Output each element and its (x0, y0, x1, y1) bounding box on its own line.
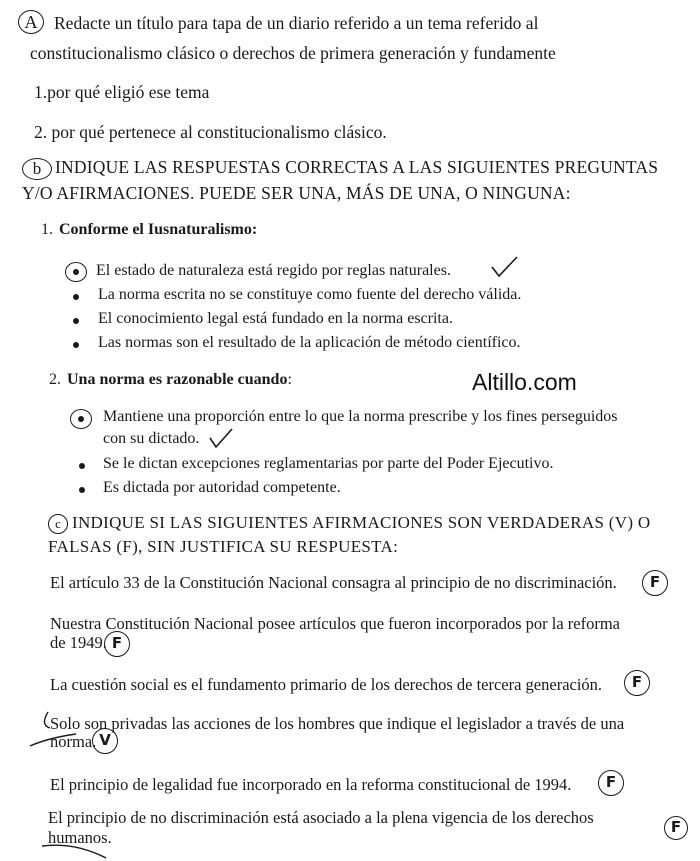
statement-4-line2: norma. (50, 732, 97, 751)
q1-option-2: La norma escrita no se constituye como fuente del derecho válida. (98, 286, 522, 303)
section-a-question-1: 1.por qué eligió ese tema (34, 82, 210, 102)
answer-mark: F (642, 570, 668, 596)
q2-option-1-continuation: con su dictado. (103, 430, 200, 447)
selected-option-ring (65, 262, 87, 282)
q1-option-1: El estado de naturaleza está regido por reglas naturales. (96, 262, 451, 279)
answer-mark: V (92, 728, 118, 754)
question-2-colon: : (287, 371, 292, 388)
answer-mark: F (598, 770, 624, 796)
hand-stroke (28, 710, 78, 750)
section-c-heading-line2: FALSAS (F), SIN JUSTIFICA SU RESPUESTA: (48, 537, 399, 556)
question-2-title-text: Una norma es razonable cuando (67, 371, 288, 388)
question-2-title (67, 371, 292, 389)
statement-2-line2: de 1949. (50, 633, 107, 652)
statement-6-line2: humanos. (48, 828, 112, 847)
checkmark-icon (490, 255, 520, 279)
checkmark-icon (208, 427, 234, 449)
statement-5: El principio de legalidad fue incorporado en la reforma constitucional de 1994. (50, 775, 572, 794)
answer-mark: F (624, 670, 650, 696)
q2-option-1: Mantiene una proporción entre lo que la norma prescribe y los fines perseguidos (103, 408, 618, 425)
question-2-number: 2. (49, 371, 61, 388)
section-b-label: b (22, 158, 52, 180)
statement-6-line1: El principio de no discriminación está asociado a la plena vigencia de los derechos (48, 808, 594, 827)
q1-option-3: El conocimiento legal está fundado en la norma escrita. (98, 310, 453, 327)
watermark: Altillo.com (472, 369, 577, 395)
statement-2-line1: Nuestra Constitución Nacional posee artículos que fueron incorporados por la reforma (50, 614, 620, 633)
statement-1: El artículo 33 de la Constitución Nacional consagra al principio de no discriminación. (50, 573, 617, 592)
selected-option-ring (70, 409, 92, 429)
section-b-heading-line1: INDIQUE LAS RESPUESTAS CORRECTAS A LAS SIGUIENTES PREGUNTAS (55, 157, 659, 177)
section-c-label: c (48, 514, 68, 534)
answer-mark: F (104, 631, 130, 657)
section-b-heading-line2: Y/O AFIRMACIONES. PUEDE SER UNA, MÁS DE UNA, O NINGUNA: (22, 183, 571, 203)
section-a-label: A (18, 10, 44, 34)
bullet (73, 342, 79, 348)
bullet (73, 294, 79, 300)
hand-stroke (40, 840, 110, 860)
answer-mark: F (664, 816, 688, 840)
bullet (79, 463, 85, 469)
q1-option-4: Las normas son el resultado de la aplicación de método científico. (98, 334, 521, 351)
bullet (73, 318, 79, 324)
q2-option-3: Es dictada por autoridad competente. (103, 479, 341, 496)
bullet (79, 487, 85, 493)
section-a-question-2: 2. por qué pertenece al constitucionalismo clásico. (34, 122, 387, 142)
question-1-number: 1. (41, 221, 53, 238)
section-c-heading-line1: INDIQUE SI LAS SIGUIENTES AFIRMACIONES SON VERDADERAS (V) O (72, 513, 651, 532)
section-a-intro-line2: constitucionalismo clásico o derechos de primera generación y fundamente (30, 43, 556, 63)
question-1-title: Conforme el Iusnaturalismo: (59, 221, 258, 238)
statement-4-line1: Solo son privadas las acciones de los hombres que indique el legislador a través de una (50, 714, 625, 733)
section-a-intro-line1: Redacte un título para tapa de un diario referido a un tema referido al (54, 13, 539, 33)
statement-3: La cuestión social es el fundamento primario de los derechos de tercera generación. (50, 675, 603, 694)
q2-option-2: Se le dictan excepciones reglamentarias por parte del Poder Ejecutivo. (103, 455, 554, 472)
